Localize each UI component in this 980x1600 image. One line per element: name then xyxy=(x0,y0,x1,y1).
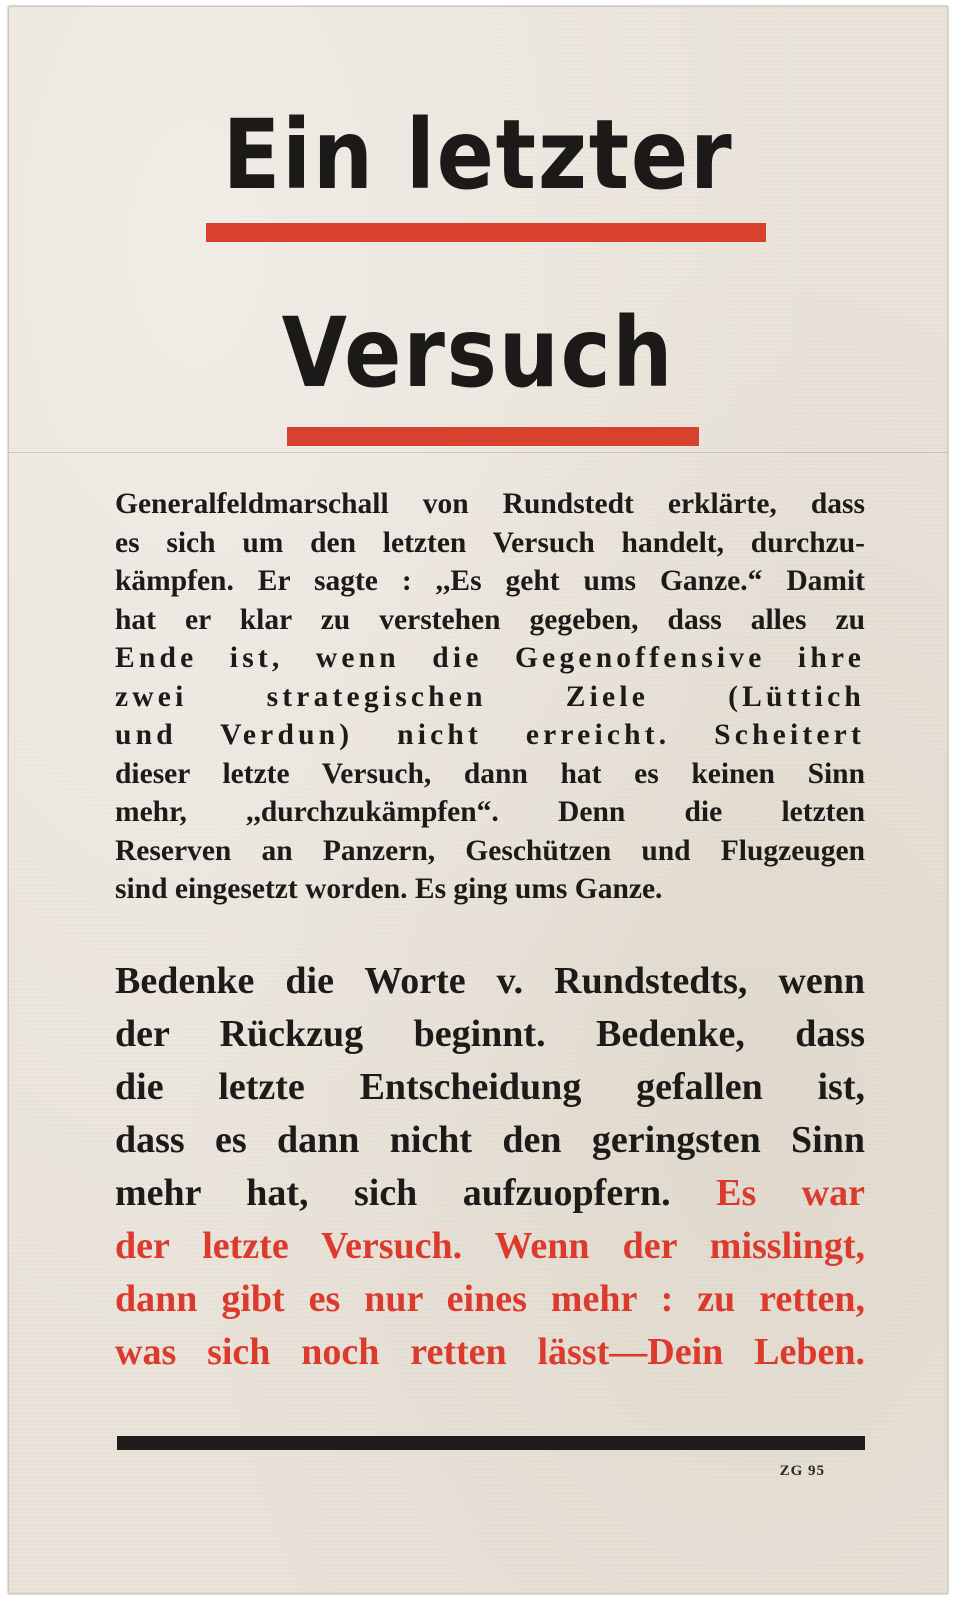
fold-crease xyxy=(9,452,947,453)
paragraph-1-line: Reserven an Panzern, Geschützen und Flugzeugen xyxy=(115,834,865,867)
paragraph-1-line: mehr, ,,durchzukämpfen“. Denn die letzten xyxy=(115,796,865,828)
leaflet-sheet xyxy=(8,6,948,1594)
paragraph-1-line: sind eingesetzt worden. Es ging ums Ganze. xyxy=(115,873,663,905)
paragraph-2-line: dass es dann nicht den geringsten Sinn xyxy=(115,1119,865,1161)
paragraph-1-line: es sich um den letzten Versuch handelt, durchzu- xyxy=(115,526,865,559)
paragraph-2-line: die letzte Entscheidung gefallen ist, xyxy=(115,1066,865,1108)
red-underline-2 xyxy=(287,427,699,446)
paragraph-2-line: der Rückzug beginnt. Bedenke, dass xyxy=(115,1013,865,1055)
paragraph-2-red-line: was sich noch retten lässt—Dein Leben. xyxy=(115,1331,865,1373)
paragraph-1-line: Ende ist, wenn die Gegenoffensive ihre xyxy=(115,642,865,674)
body-paragraph-1 xyxy=(115,485,865,909)
title-line-1: Ein letzter xyxy=(222,99,734,211)
paragraph-2-black-end: mehr hat, sich aufzuopfern. xyxy=(115,1172,671,1214)
paragraph-1-line: kämpfen. Er sagte : ,,Es geht ums Ganze.“ Damit xyxy=(115,565,865,597)
bottom-rule xyxy=(117,1436,865,1450)
red-underline-1 xyxy=(206,223,766,242)
title-line-2: Versuch xyxy=(281,297,675,409)
paragraph-2-red-line: der letzte Versuch. Wenn der misslingt, xyxy=(115,1225,865,1267)
paragraph-1-line: zwei strategischen Ziele (Lüttich xyxy=(115,680,865,713)
paragraph-2-line-mixed xyxy=(115,1167,865,1220)
leaflet-code: ZG 95 xyxy=(779,1463,825,1479)
paragraph-1-line: hat er klar zu verstehen gegeben, dass alles zu xyxy=(115,603,865,636)
paragraph-2-red-start: Es war xyxy=(716,1172,865,1214)
paragraph-1-line: dieser letzte Versuch, dann hat es keinen Sinn xyxy=(115,757,865,790)
paragraph-2-red-line: dann gibt es nur eines mehr : zu retten, xyxy=(115,1278,865,1320)
paragraph-1-line: und Verdun) nicht erreicht. Scheitert xyxy=(115,719,865,751)
body-paragraph-2 xyxy=(115,955,865,1379)
paragraph-1-line: Generalfeldmarschall von Rundstedt erklärte, dass xyxy=(115,488,865,520)
paragraph-2-line: Bedenke die Worte v. Rundstedts, wenn xyxy=(115,960,865,1002)
